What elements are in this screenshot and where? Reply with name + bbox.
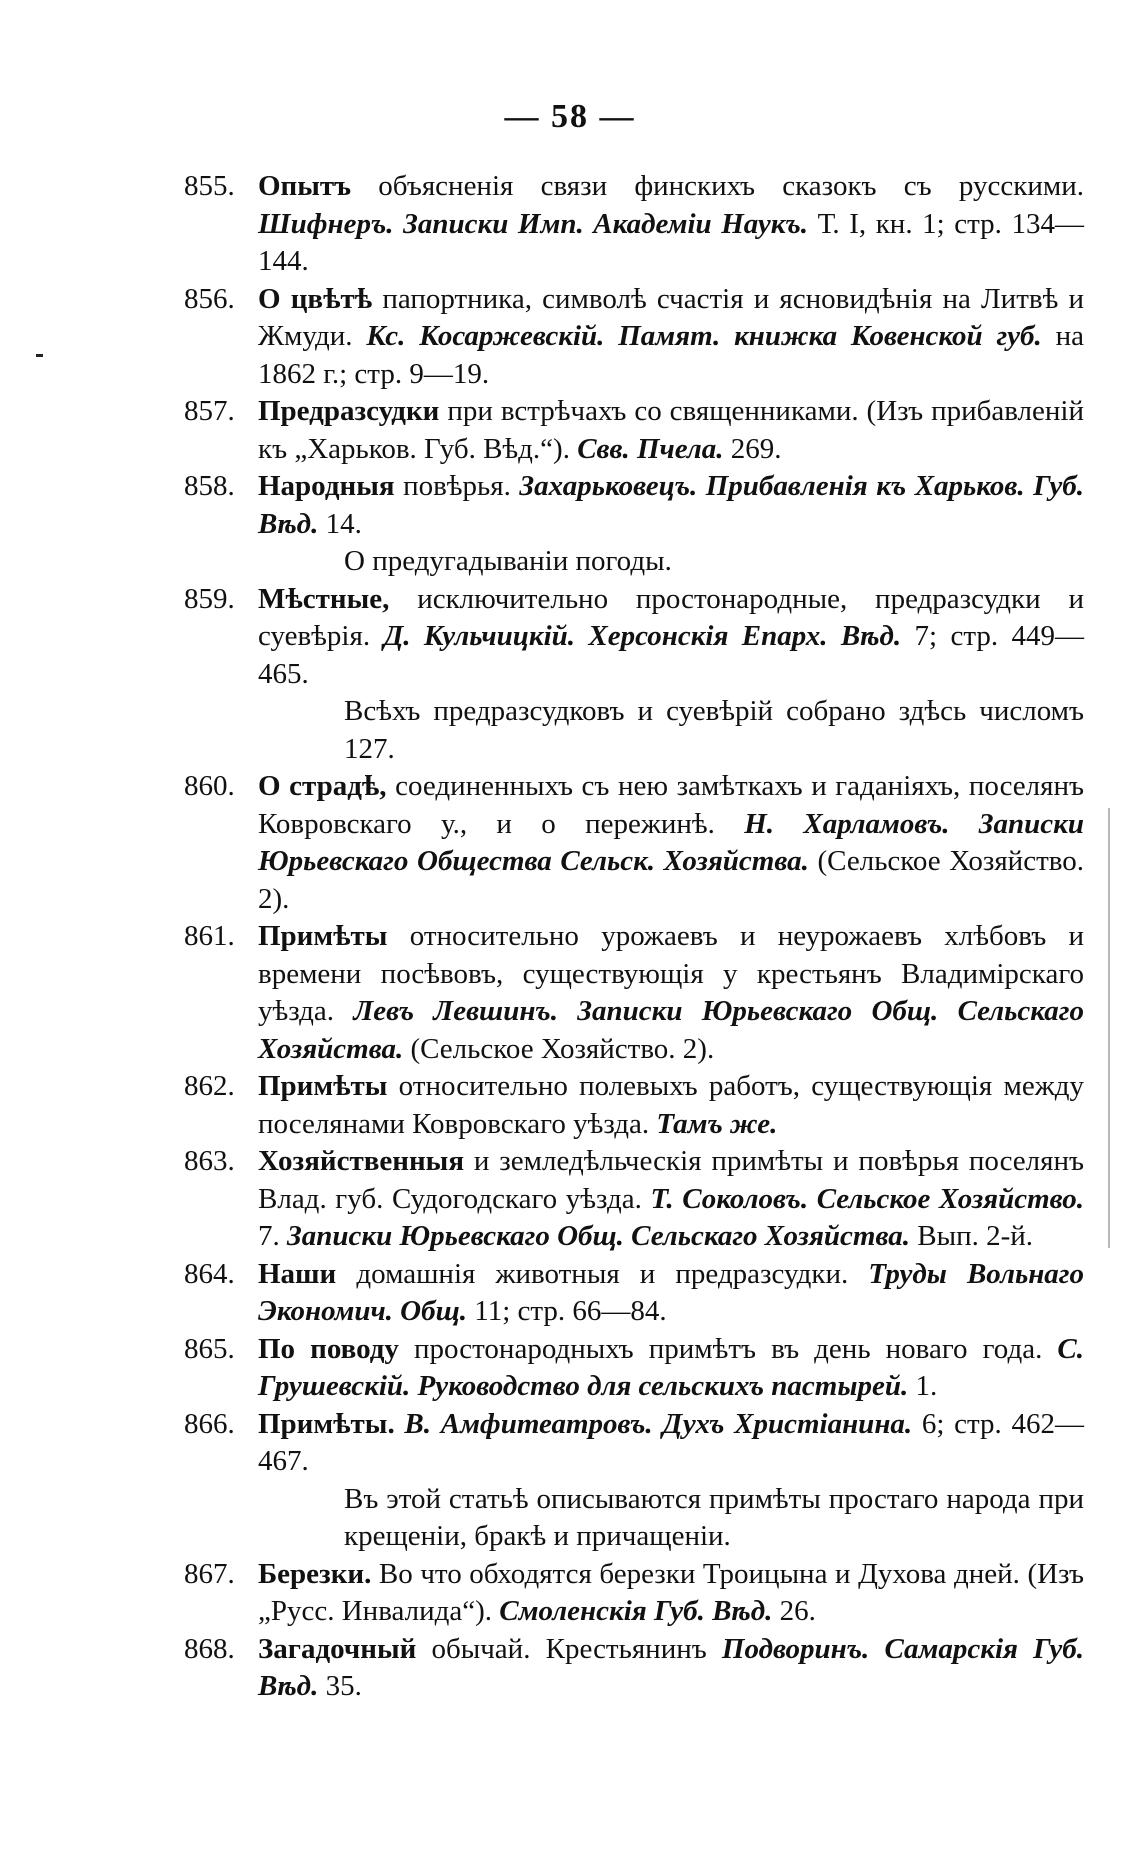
entry-text: 35. bbox=[318, 1670, 362, 1702]
entry-source: Тамъ же. bbox=[656, 1107, 778, 1140]
bibliography-entry bbox=[184, 393, 1084, 468]
entry-heading: Хозяйственныя bbox=[258, 1145, 465, 1177]
entry-text: Вып. 2-й. bbox=[910, 1220, 1034, 1252]
entry-text bbox=[395, 1408, 405, 1440]
entry-note: Всѣхъ предразсудковъ и суевѣрій собрано здѣсь числомъ 127. bbox=[344, 695, 1084, 765]
entry-text: Во что обходятся березки Троицына и Духова дней. (Изъ „Русс. Инвалида“). bbox=[258, 1557, 1084, 1627]
entry-text: на 1862 г.; стр. 9—19. bbox=[258, 320, 1084, 390]
entry-number: 863 . bbox=[184, 1143, 235, 1181]
entry-number: 859 . bbox=[184, 581, 235, 619]
bibliography-entry bbox=[184, 1068, 1084, 1143]
bibliography-entry bbox=[184, 1631, 1084, 1706]
entry-number: 866 . bbox=[184, 1406, 235, 1444]
entry-heading: Березки. bbox=[258, 1557, 372, 1590]
entry-text: 1. bbox=[908, 1370, 938, 1402]
entry-source: Левъ Левшинъ. Записки Юрьевскаго Общ. Сельскаго Хозяйства. bbox=[258, 995, 1084, 1065]
entry-source: Труды Вольнаго Экономич. Общ. bbox=[258, 1257, 1085, 1327]
bibliography-entry bbox=[184, 281, 1084, 394]
entry-number: 857 . bbox=[184, 393, 235, 431]
entry-text: Т. I, кн. 1; стр. 134—144. bbox=[258, 207, 1084, 277]
entry-number: 862 . bbox=[184, 1068, 235, 1106]
entry-text: 7. bbox=[258, 1220, 287, 1252]
bibliography-entry bbox=[184, 1556, 1084, 1631]
entry-source: Кс. Косаржевскій. Памят. книжка Ковенской губ. bbox=[366, 320, 1042, 352]
entry-heading: Загадочный bbox=[258, 1632, 417, 1665]
entry-text: объясненія связи финскихъ сказокъ съ русскими. bbox=[351, 170, 1084, 202]
entry-number: 858 . bbox=[184, 468, 235, 506]
entry-text: простонародныхъ примѣтъ въ день новаго года. bbox=[398, 1332, 1058, 1365]
entry-number: 865 . bbox=[184, 1331, 235, 1369]
entry-source: Т. Соколовъ. Сельское Хозяйство. bbox=[650, 1182, 1084, 1215]
entry-source: Смоленскія Губ. Вѣд. bbox=[499, 1595, 773, 1627]
entry-heading: Предразсудки bbox=[258, 395, 440, 427]
entry-text: обычай. Крестьянинъ bbox=[416, 1632, 722, 1665]
entry-text: и земледѣльческія примѣты и повѣрья поселянъ Влад. губ. Судогодскаго уѣзда. bbox=[258, 1145, 1084, 1215]
entry-heading: Наши bbox=[258, 1257, 337, 1290]
entry-heading: Примѣты. bbox=[258, 1407, 395, 1440]
entry-source: Д. Кульчицкій. Херсонскія Епарх. Вѣд. bbox=[383, 620, 902, 652]
entry-text: 7; стр. 449—465. bbox=[258, 620, 1084, 690]
entry-text: (Сельское Хозяйство. 2). bbox=[258, 845, 1084, 915]
entry-source: Подворинъ. Самарскія Губ. Вѣд. bbox=[258, 1632, 1084, 1702]
entry-text: (Сельское Хозяйство. 2). bbox=[403, 1032, 715, 1065]
bibliography-entry bbox=[184, 1143, 1084, 1256]
entry-source: Свв. Пчела. bbox=[577, 432, 724, 465]
bibliography-entry bbox=[184, 918, 1084, 1068]
entry-text: 11; стр. 66—84. bbox=[467, 1295, 667, 1327]
entry-heading: Примѣты bbox=[258, 1070, 388, 1102]
entry-text: исключительно простонародные, предразсудки и суевѣрія. bbox=[258, 582, 1084, 652]
entry-number: 856 . bbox=[184, 281, 235, 319]
entry-list bbox=[184, 168, 1084, 1706]
entry-text: домашнія животныя и предразсудки. bbox=[336, 1257, 869, 1290]
page-edge-line bbox=[1108, 808, 1110, 1248]
entry-text: относительно полевыхъ работъ, существующія между поселянами Ковровскаго уѣзда. bbox=[258, 1070, 1084, 1140]
entry-text: 26. bbox=[772, 1595, 816, 1627]
entry-text: при встрѣчахъ со священниками. (Изъ прибавленій къ „Харьков. Губ. Вѣд.“). bbox=[258, 395, 1084, 465]
bibliography-entry bbox=[184, 168, 1084, 281]
entry-source: Записки Юрьевскаго Общ. Сельскаго Хозяйства. bbox=[287, 1220, 910, 1252]
entry-number: 855 . bbox=[184, 168, 235, 206]
bibliography-entry bbox=[184, 1406, 1084, 1481]
entry-number: 867 . bbox=[184, 1556, 235, 1594]
entry-heading: О страдѣ, bbox=[258, 770, 387, 802]
margin-mark bbox=[36, 354, 43, 357]
entry-number: 868 . bbox=[184, 1631, 235, 1669]
entry-note: О предугадываніи погоды. bbox=[344, 545, 672, 577]
entry-source: С. Грушевскій. Руководство для сельскихъ пастырей. bbox=[258, 1332, 1085, 1402]
entry-text: папортника, символѣ счастія и ясновидѣнія на Литвѣ и Жмуди. bbox=[258, 282, 1084, 352]
entry-text: относительно урожаевъ и неурожаевъ хлѣбовъ и времени посѣвовъ, существующія у крестьянъ Владимірскаго уѣзда. bbox=[258, 920, 1084, 1027]
entry-text: 14. bbox=[318, 507, 362, 540]
entry-heading: Опытъ bbox=[258, 170, 352, 202]
entry-text: повѣрья. bbox=[394, 470, 520, 502]
entry-number: 864 . bbox=[184, 1256, 235, 1294]
entry-number: 861 . bbox=[184, 918, 235, 956]
entry-source: Шифнеръ. Записки Имп. Академіи Наукъ. bbox=[258, 207, 809, 240]
bibliography-entry bbox=[184, 768, 1084, 918]
bibliography-entry bbox=[184, 468, 1084, 543]
entry-heading: О цвѣтѣ bbox=[258, 282, 373, 315]
bibliography-entry bbox=[184, 581, 1084, 694]
entry-heading: По поводу bbox=[258, 1332, 399, 1365]
entry-heading: Мѣстные, bbox=[258, 582, 390, 615]
bibliography-entry bbox=[184, 1256, 1084, 1331]
entry-heading: Народныя bbox=[258, 470, 395, 502]
entry-number: 860 . bbox=[184, 768, 235, 806]
entry-text: соединенныхъ съ нею замѣткахъ и гаданіяхъ, поселянъ Ковровскаго у., и о пережинѣ. bbox=[258, 770, 1084, 840]
bibliography-entry bbox=[184, 1331, 1084, 1406]
entry-source: Захарьковецъ. Прибавленія къ Харьков. Губ. Вѣд. bbox=[258, 470, 1084, 540]
entry-text: 6; стр. 462—467. bbox=[258, 1407, 1084, 1477]
entry-source: Н. Харламовъ. Записки Юрьевскаго Общества Сельск. Хозяйства. bbox=[258, 807, 1085, 877]
entry-heading: Примѣты bbox=[258, 920, 388, 952]
page-number: — 58 — bbox=[504, 98, 636, 135]
entry-text: 269. bbox=[723, 432, 782, 465]
entry-note: Въ этой статьѣ описываются примѣты простаго народа при крещеніи, бракѣ и причащеніи. bbox=[344, 1482, 1084, 1552]
entry-source: В. Амфитеатровъ. Духъ Христіанина. bbox=[404, 1407, 913, 1440]
